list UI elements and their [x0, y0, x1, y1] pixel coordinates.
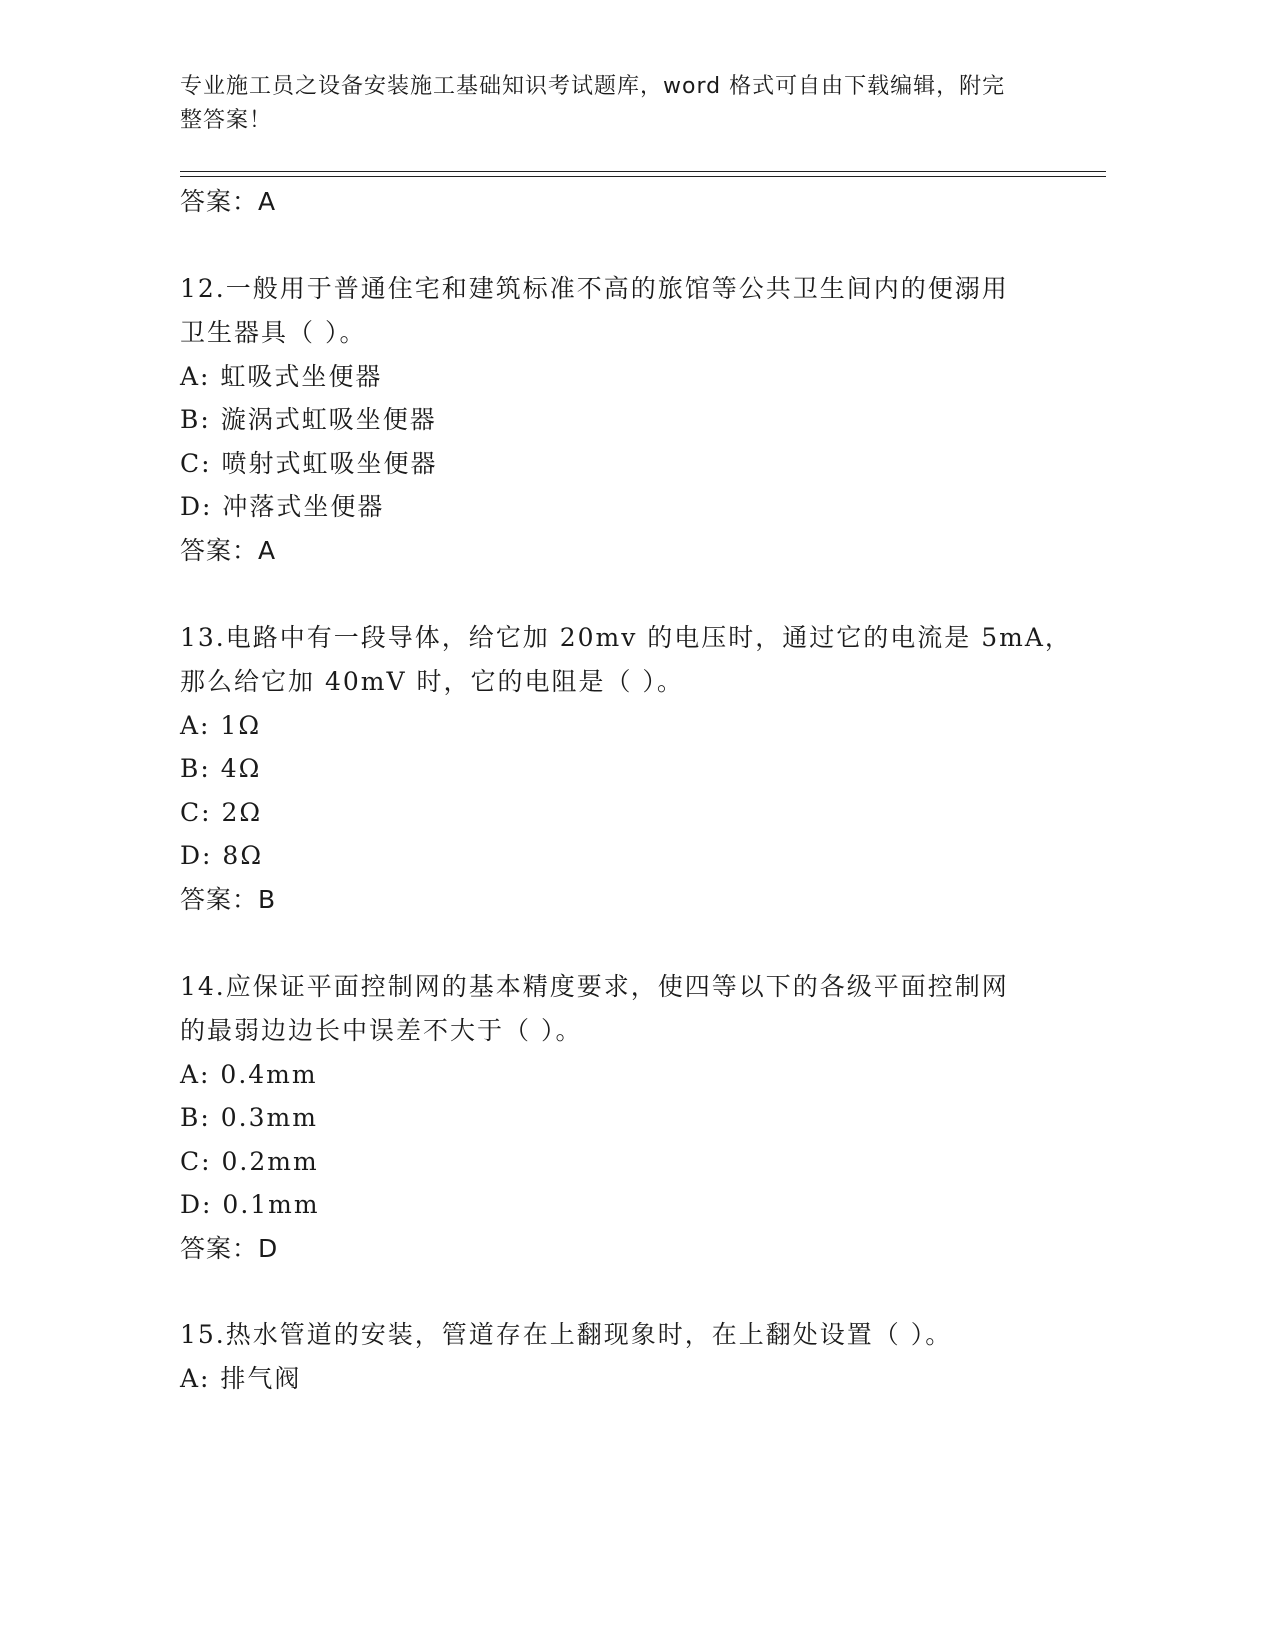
question-stem-line: 14.应保证平面控制网的基本精度要求，使四等以下的各级平面控制网: [180, 972, 1009, 1001]
option-b: B: 漩涡式虹吸坐便器: [180, 405, 437, 434]
question-stem-line: 13.电路中有一段导体，给它加 20mv 的电压时，通过它的电流是 5mA，: [180, 623, 1072, 652]
header-line-1: 专业施工员之设备安装施工基础知识考试题库，word 格式可自由下载编辑，附完: [180, 74, 1006, 99]
header-divider-top: [180, 171, 1106, 172]
option-d: D: 冲落式坐便器: [180, 492, 385, 521]
question-stem-line: 卫生器具（ ）。: [180, 318, 367, 347]
option-b: B: 4Ω: [180, 754, 262, 783]
header-line-2: 整答案！: [180, 108, 273, 133]
question-stem-line: 的最弱边边长中误差不大于（ ）。: [180, 1016, 583, 1045]
option-c: C: 0.2mm: [180, 1147, 319, 1176]
option-c: C: 喷射式虹吸坐便器: [180, 449, 438, 478]
header-divider-bottom: [180, 176, 1106, 177]
document-header: [180, 70, 1060, 138]
answer-label: 答案：B: [180, 885, 277, 914]
question-stem-line: 12.一般用于普通住宅和建筑标准不高的旅馆等公共卫生间内的便溺用: [180, 274, 1009, 303]
answer-label: 答案：A: [180, 536, 277, 565]
answer-label: 答案：D: [180, 1234, 279, 1263]
option-a: A: 排气阀: [180, 1364, 302, 1393]
option-b: B: 0.3mm: [180, 1103, 318, 1132]
option-d: D: 0.1mm: [180, 1190, 320, 1219]
option-d: D: 8Ω: [180, 841, 264, 870]
option-a: A: 1Ω: [180, 711, 262, 740]
question-stem-line: 那么给它加 40mV 时，它的电阻是（ ）。: [180, 667, 684, 696]
question-stem-line: 15.热水管道的安装，管道存在上翻现象时，在上翻处设置（ ）。: [180, 1320, 953, 1349]
answer-label: 答案：A: [180, 187, 277, 216]
option-a: A: 虹吸式坐便器: [180, 362, 383, 391]
option-a: A: 0.4mm: [180, 1060, 318, 1089]
option-c: C: 2Ω: [180, 798, 263, 827]
